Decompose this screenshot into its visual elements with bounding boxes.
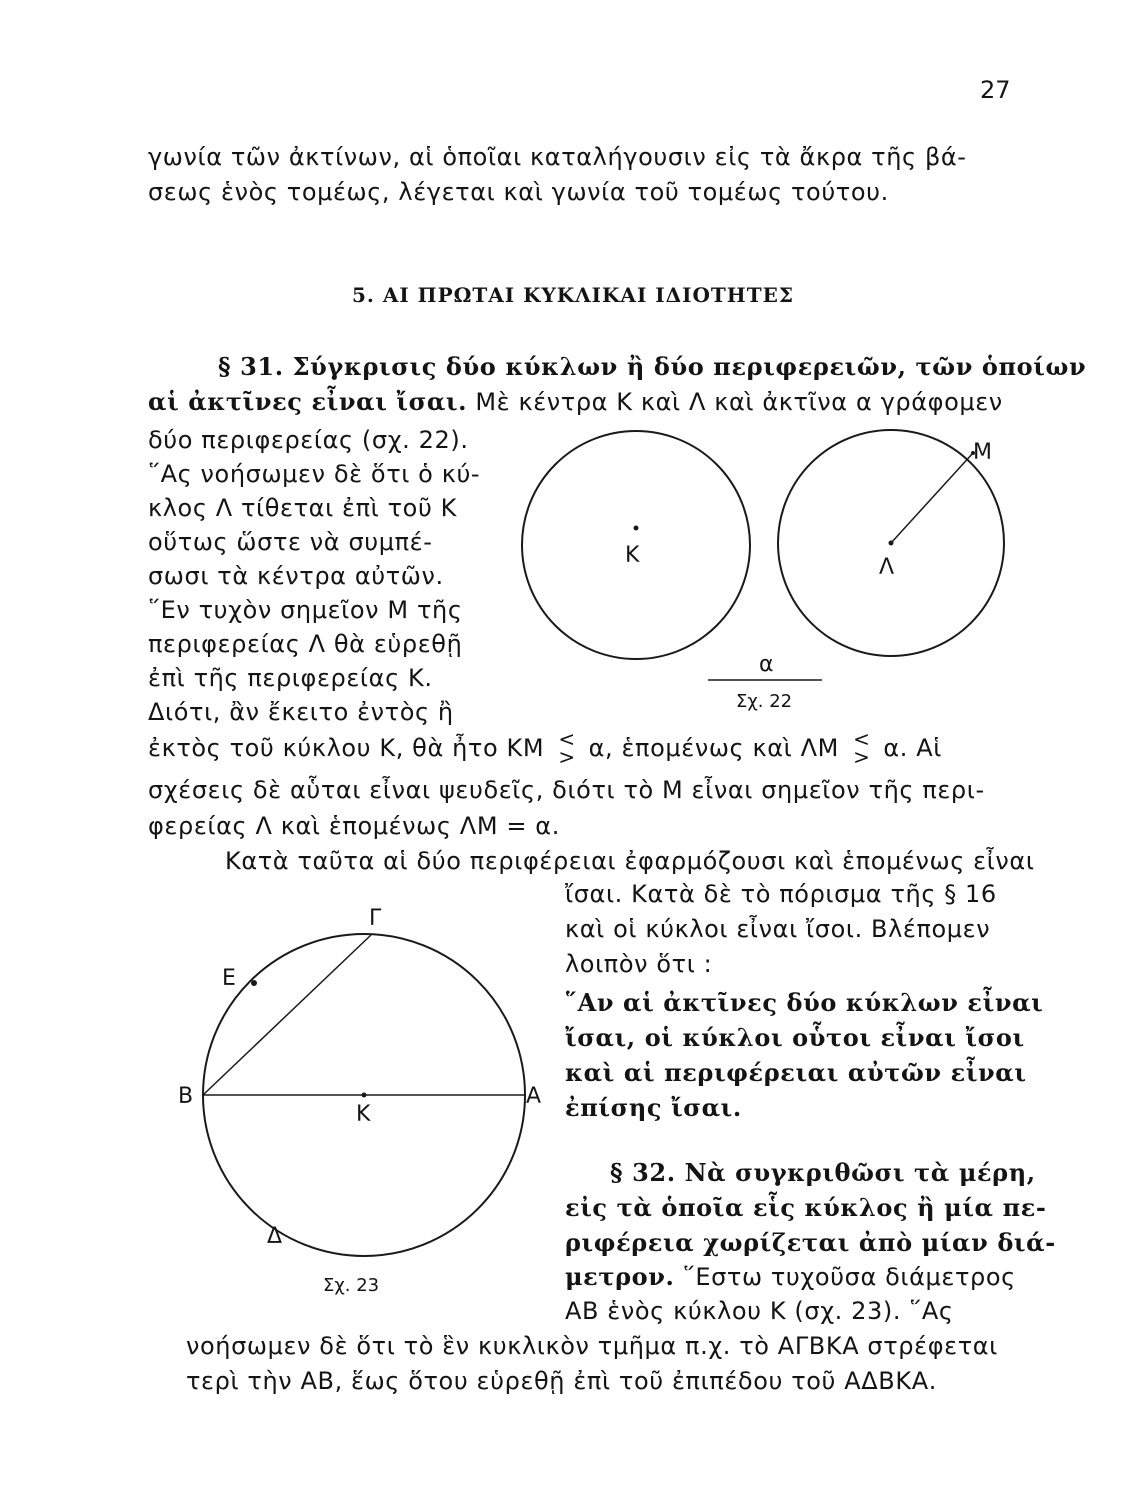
- fig23-label-b: Β: [178, 1084, 194, 1109]
- radius-lambda-m: [891, 453, 973, 543]
- figure-22: [522, 430, 1004, 680]
- sec31-title-rest: Μὲ κέντρα Κ καὶ Λ καὶ ἀκτῖνα α γράφομεν: [475, 388, 1003, 416]
- fig23-label-delta: Δ: [267, 1224, 283, 1249]
- sec32-line-7: τερὶ τὴν ΑΒ, ἕως ὅτου εὑρεθῇ ἐπὶ τοῦ ἐπιπέδου τοῦ ΑΔΒΚΑ.: [186, 1367, 937, 1395]
- sec31-side-line: δύο περιφερείας (σχ. 22).: [148, 426, 469, 454]
- ineq-text-3: α. Αἱ: [883, 734, 942, 762]
- ineq-lt: <: [853, 727, 871, 751]
- sec31-title-bold: αἱ ἀκτῖνες εἶναι ἴσαι.: [148, 387, 468, 416]
- sec31-side-line: περιφερείας Λ θὰ εὑρεθῇ: [148, 630, 463, 658]
- sec32-line-4-rest: ῞Εστω τυχοῦσα διάμετρος: [682, 1263, 1016, 1291]
- section-heading: 5. ΑΙ ΠΡΩΤΑΙ ΚΥΚΛΙΚΑΙ ΙΔΙΟΤΗΤΕΣ: [352, 283, 794, 307]
- sec31-line-d: Κατὰ ταῦτα αἱ δύο περιφέρειαι ἐφαρμόζουσι καὶ ἑπομένως εἶναι: [225, 847, 1035, 875]
- sec31-side-line: κλος Λ τίθεται ἐπὶ τοῦ Κ: [148, 494, 457, 522]
- ineq-text-1: ἐκτὸς τοῦ κύκλου Κ, θὰ ἦτο ΚΜ: [148, 734, 545, 762]
- theorem-line: ῞Αν αἱ ἀκτῖνες δύο κύκλων εἶναι: [565, 988, 1044, 1017]
- ineq-gt: >: [853, 745, 871, 769]
- sec32-title-line: § 32. Νὰ συγκριθῶσι τὰ μέρη,: [610, 1158, 1036, 1187]
- intro-line-1: γωνία τῶν ἀκτίνων, αἱ ὁποῖαι καταλήγουσιν εἰς τὰ ἄκρα τῆς βά-: [148, 143, 967, 171]
- sec31-right-line: λοιπὸν ὅτι :: [565, 950, 713, 978]
- figure-23: [203, 934, 525, 1256]
- point-e: [251, 980, 257, 986]
- center-point-k: [634, 526, 639, 531]
- sec31-line-c: φερείας Λ καὶ ἑπομένως ΛΜ = α.: [148, 812, 560, 840]
- page-number: 27: [980, 76, 1011, 104]
- sec31-side-line: ἐπὶ τῆς περιφερείας Κ.: [148, 664, 433, 692]
- sec31-side-line: Διότι, ἂν ἔκειτο ἐντὸς ἢ: [148, 698, 454, 726]
- ineq-gt: >: [558, 745, 576, 769]
- fig22-caption: Σχ. 22: [736, 691, 793, 712]
- sec31-side-line: ῞Εν τυχὸν σημεῖον Μ τῆς: [148, 596, 463, 624]
- chord-bg: [203, 935, 371, 1095]
- theorem-line: ἴσαι, οἱ κύκλοι οὗτοι εἶναι ἴσοι: [565, 1023, 1025, 1052]
- fig23-label-k: Κ: [356, 1102, 371, 1127]
- fig23-label-a: Α: [526, 1084, 542, 1109]
- fig23-label-e: Ε: [222, 966, 236, 991]
- sec31-side-line: σωσι τὰ κέντρα αὐτῶν.: [148, 562, 444, 590]
- fig22-label-k: Κ: [625, 543, 640, 568]
- intro-line-2: σεως ἑνὸς τομέως, λέγεται καὶ γωνία τοῦ τομέως τούτου.: [148, 178, 889, 206]
- sec32-title-line: ριφέρεια χωρίζεται ἀπὸ μίαν διά-: [565, 1228, 1056, 1257]
- sec32-line-5: ΑΒ ἑνὸς κύκλου Κ (σχ. 23). ῞Ας: [565, 1297, 954, 1325]
- sec32-line-6: νοήσωμεν δὲ ὅτι τὸ ἓν κυκλικὸν τμῆμα π.χ. τὸ ΑΓΒΚΑ στρέφεται: [186, 1332, 998, 1360]
- sec31-right-line: καὶ οἱ κύκλοι εἶναι ἴσοι. Βλέπομεν: [565, 915, 991, 943]
- ineq-lt: <: [558, 727, 576, 751]
- theorem-line: ἐπίσης ἴσαι.: [565, 1093, 742, 1122]
- fig23-caption: Σχ. 23: [323, 1275, 380, 1296]
- ineq-text-2: α, ἑπομένως καὶ ΛΜ: [588, 734, 839, 762]
- sec32-title-end: μετρον.: [565, 1262, 675, 1291]
- fig22-label-lambda: Λ: [879, 555, 895, 580]
- theorem-line: καὶ αἱ περιφέρειαι αὐτῶν εἶναι: [565, 1058, 1027, 1087]
- center-point-k-fig23: [362, 1093, 367, 1098]
- fig22-label-m: Μ: [973, 440, 992, 465]
- fig23-label-gamma: Γ: [369, 906, 382, 931]
- sec31-right-line: ἴσαι. Κατὰ δὲ τὸ πόρισμα τῆς § 16: [565, 880, 997, 908]
- sec31-title-line-1: § 31. Σύγκρισις δύο κύκλων ἢ δύο περιφερειῶν, τῶν ὁποίων: [218, 352, 1087, 381]
- sec31-line-b: σχέσεις δὲ αὗται εἶναι ψευδεῖς, διότι τὸ Μ εἶναι σημεῖον τῆς περι-: [148, 776, 985, 804]
- sec31-side-line: ῞Ας νοήσωμεν δὲ ὅτι ὁ κύ-: [148, 460, 481, 488]
- sec32-title-line: εἰς τὰ ὁποῖα εἷς κύκλος ἢ μία πε-: [565, 1193, 1047, 1222]
- fig22-label-a: α: [759, 652, 774, 677]
- sec31-side-line: οὕτως ὥστε νὰ συμπέ-: [148, 528, 433, 556]
